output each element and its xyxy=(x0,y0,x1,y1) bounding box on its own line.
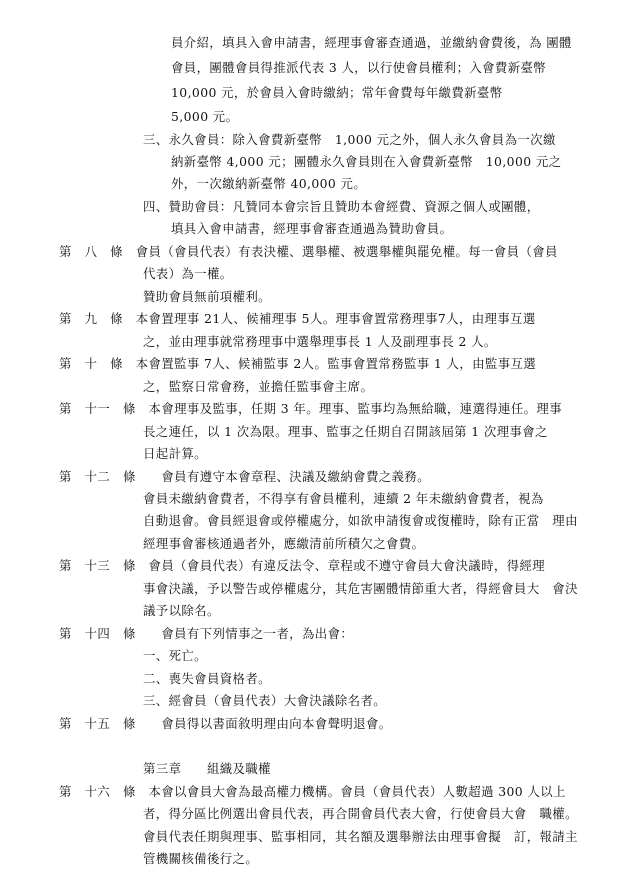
text-line: 第 八 條 會員（會員代表）有表決權、選舉權、被選舉權與罷免權。每一會員（會員 xyxy=(59,244,558,259)
text-line: 會員代表任期與理事、監事相同，其名額及選舉辦法由理事會擬 訂，報請主 xyxy=(143,829,578,844)
text-line: 三、永久會員：除入會費新臺幣 1,000 元之外，個人永久會員為一次繳 xyxy=(143,132,556,147)
text-line: 長之連任，以 1 次為限。理事、監事之任期自召開該屆第 1 次理事會之 xyxy=(143,424,548,439)
text-line: 第 十四 條 會員有下列情事之一者，為出會： xyxy=(59,626,354,641)
text-line: 第 十 條 本會置監事 7人、候補監事 2人。監事會置常務監事 1 人，由監事互選 xyxy=(59,356,537,371)
text-line: 填具入會申請書，經理事會審查通過為贊助會員。 xyxy=(171,221,453,236)
text-line: 日起計算。 xyxy=(143,446,207,461)
text-line: 第 十一 條 本會理事及監事，任期 3 年。理事、監事均為無給職，連選得連任。理事 xyxy=(59,401,563,416)
text-line: 5,000 元。 xyxy=(171,109,239,124)
text-line: 員介紹，填具入會申請書，經理事會審查通過，並繳納會費後，為 團體 xyxy=(171,35,572,50)
text-line: 自動退會。會員經退會或停權處分，如欲申請復會或復權時，除有正當 理由 xyxy=(143,513,578,528)
text-line: 第 十二 條 會員有遵守本會章程、決議及繳納會費之義務。 xyxy=(59,469,430,484)
text-line: 議予以除名。 xyxy=(143,603,220,618)
text-line: 贊助會員無前項權利。 xyxy=(143,289,271,304)
text-line: 者，得分區比例選出會員代表，再合開會員代表大會，行使會員大會 職權。 xyxy=(143,806,578,821)
text-line: 會員未繳納會費者，不得享有會員權利，連續 2 年未繳納會費者，視為 xyxy=(143,491,544,506)
text-line: 代表）為一權。 xyxy=(143,266,233,281)
text-line: 四、贊助會員：凡贊同本會宗旨且贊助本會經費、資源之個人或團體， xyxy=(143,199,540,214)
text-line: 二、喪失會員資格者。 xyxy=(143,671,271,686)
text-line: 管機關核備後行之。 xyxy=(143,851,259,866)
text-line: 第 十六 條 本會以會員大會為最高權力機構。會員（會員代表）人數超過 300 人以上 xyxy=(59,784,566,799)
text-line: 經理事會審核通過者外，應繳清前所積欠之會費。 xyxy=(143,536,425,551)
text-line: 第 九 條 本會置理事 21人、候補理事 5人。理事會置常務理事7人，由理事互選 xyxy=(59,311,536,326)
text-line: 事會決議，予以警告或停權處分，其危害團體情節重大者，得經會員大 會決 xyxy=(143,581,578,596)
text-line: 第三章 組織及職權 xyxy=(143,761,271,776)
text-line: 會員，團體會員得推派代表 3 人，以行使會員權利；入會費新臺幣 xyxy=(171,60,547,75)
text-line: 第 十五 條 會員得以書面敘明理由向本會聲明退會。 xyxy=(59,716,392,731)
text-line: 三、經會員（會員代表）大會決議除名者。 xyxy=(143,693,387,708)
text-line: 第 十三 條 會員（會員代表）有違反法令、章程或不遵守會員大會決議時，得經理 xyxy=(59,558,546,573)
text-line: 之，監察日常會務，並擔任監事會主席。 xyxy=(143,379,374,394)
text-line: 納新臺幣 4,000 元；團體永久會員則在入會費新臺幣 10,000 元之 xyxy=(171,154,562,169)
text-line: 外，一次繳納新臺幣 40,000 元。 xyxy=(171,176,367,191)
text-line: 一、死亡。 xyxy=(143,648,207,663)
text-line: 之，並由理事就常務理事中選舉理事長 1 人及副理事長 2 人。 xyxy=(143,334,497,349)
text-line: 10,000 元，於會員入會時繳納；常年會費每年繳費新臺幣 xyxy=(171,85,503,100)
